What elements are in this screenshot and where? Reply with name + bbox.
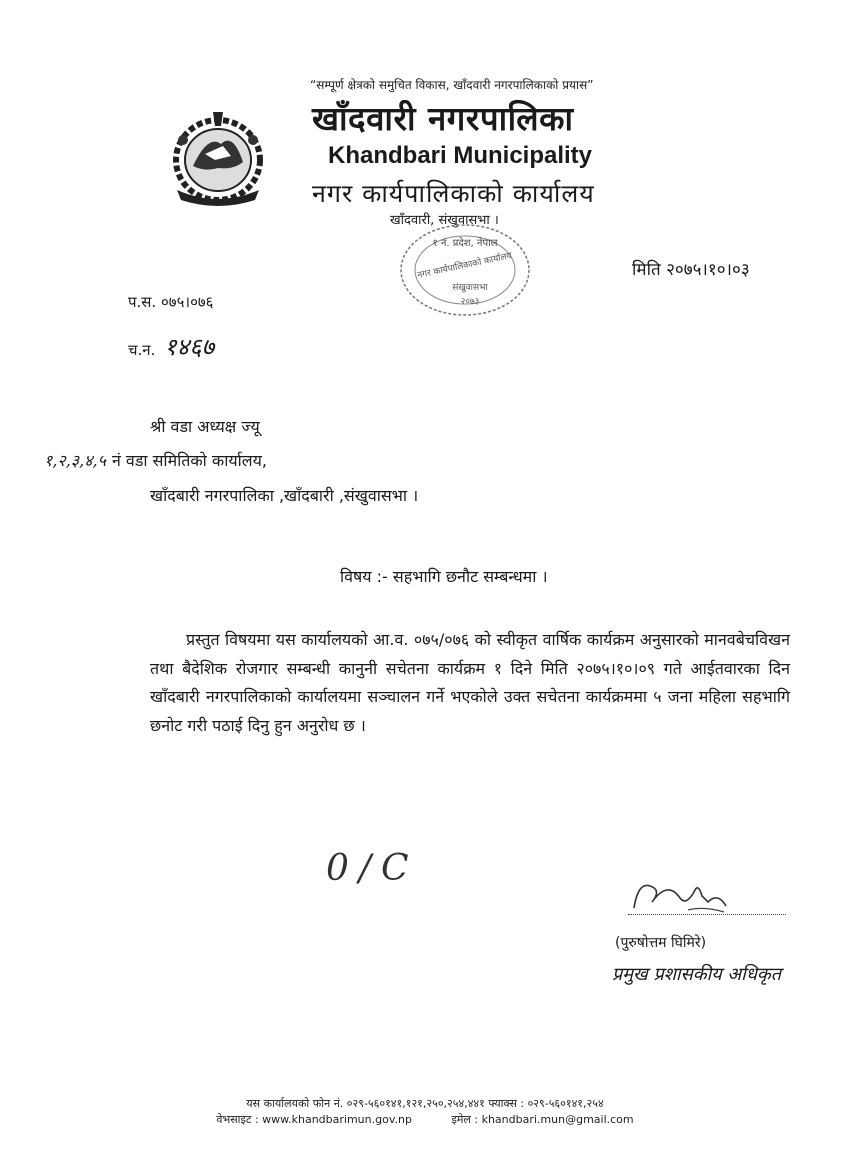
signature-scribble (628, 872, 738, 916)
recipient-line-2-text: नं वडा समितिको कार्यालय, (111, 451, 267, 470)
ps-value: ०७५।०७६ (160, 293, 214, 311)
stamp-text-office: नगर कार्यपालिकाको कार्यालय (416, 251, 513, 281)
footer (0, 1096, 850, 1128)
signatory-title: प्रमुख प्रशासकीय अधिकृत (612, 964, 781, 985)
header-motto: “सम्पूर्ण क्षेत्रको समुचित विकास, खाँदवारी नगरपालिकाको प्रयास” (310, 78, 594, 92)
nepal-emblem-logo (163, 104, 273, 212)
cn-value-handwritten: १४६७ (164, 333, 215, 361)
letter-subject: विषय :- सहभागि छनौट सम्बन्धमा । (340, 567, 548, 586)
recipient-line-1: श्री वडा अध्यक्ष ज्यू (150, 417, 260, 436)
office-name: नगर कार्यपालिकाको कार्यालय (312, 179, 595, 208)
footer-phone: यस कार्यालयको फोन नं. ०२९-५६०१४१,१२१,२५०,२५४,४४१ फ्याक्स : ०२९-५६०१४१,२५४ (246, 1097, 604, 1110)
office-stamp (398, 222, 532, 318)
office-address: खाँदवारी, संखुवासभा । (390, 213, 499, 228)
letter-date: मिति २०७५।१०।०३ (632, 260, 750, 280)
footer-contact-row (0, 1112, 850, 1128)
cn-number (128, 330, 214, 363)
municipality-name-nepali: खाँदवारी नगरपालिका (312, 99, 574, 138)
signatory-name: (पुरुषोत्तम घिमिरे) (615, 935, 707, 951)
letter-body-paragraph: प्रस्तुत विषयमा यस कार्यालयको आ.व. ०७५/०७६ को स्वीकृत वार्षिक कार्यक्रम अनुसारको मानवबेचविखन तथा बैदेशिक रोजगार सम्बन्धी कानुनी सचेतना कार्यक्रम १ दिने मिति २०७५।१०।०९ गते आईतवारका दिन खाँदबारी नगरपालिकाको कार्यालयमा सञ्चालन गर्ने भएकोले उक्त सचेतना कार्यक्रममा ५ जना महिला सहभागि छनोट गरी पठाई दिनु हुन अनुरोध छ । (150, 630, 790, 735)
signature-line (628, 914, 786, 915)
stamp-text-province: १ नं. प्रदेश, नेपाल (432, 238, 498, 249)
ps-label: प.स. (128, 293, 157, 311)
recipient-line-2 (44, 449, 267, 471)
letter-body (150, 626, 790, 740)
stamp-text-district: संखुवासभा (452, 283, 488, 293)
cn-label: च.न. (128, 341, 156, 359)
stamp-text-year: २०७३ (460, 297, 480, 307)
ps-number (128, 292, 213, 312)
footer-email: इमेल : khandbari.mun@gmail.com (451, 1113, 634, 1126)
recipient-line-3: खाँदबारी नगरपालिका ,खाँदबारी ,संखुवासभा । (150, 486, 419, 505)
handwritten-note: 0/C (326, 848, 419, 889)
footer-website: वेभसाइट : www.khandbarimun.gov.np (216, 1113, 412, 1126)
recipient-wards-handwritten: १,२,३,४,५ (44, 451, 106, 470)
municipality-name-english: Khandbari Municipality (328, 142, 593, 169)
